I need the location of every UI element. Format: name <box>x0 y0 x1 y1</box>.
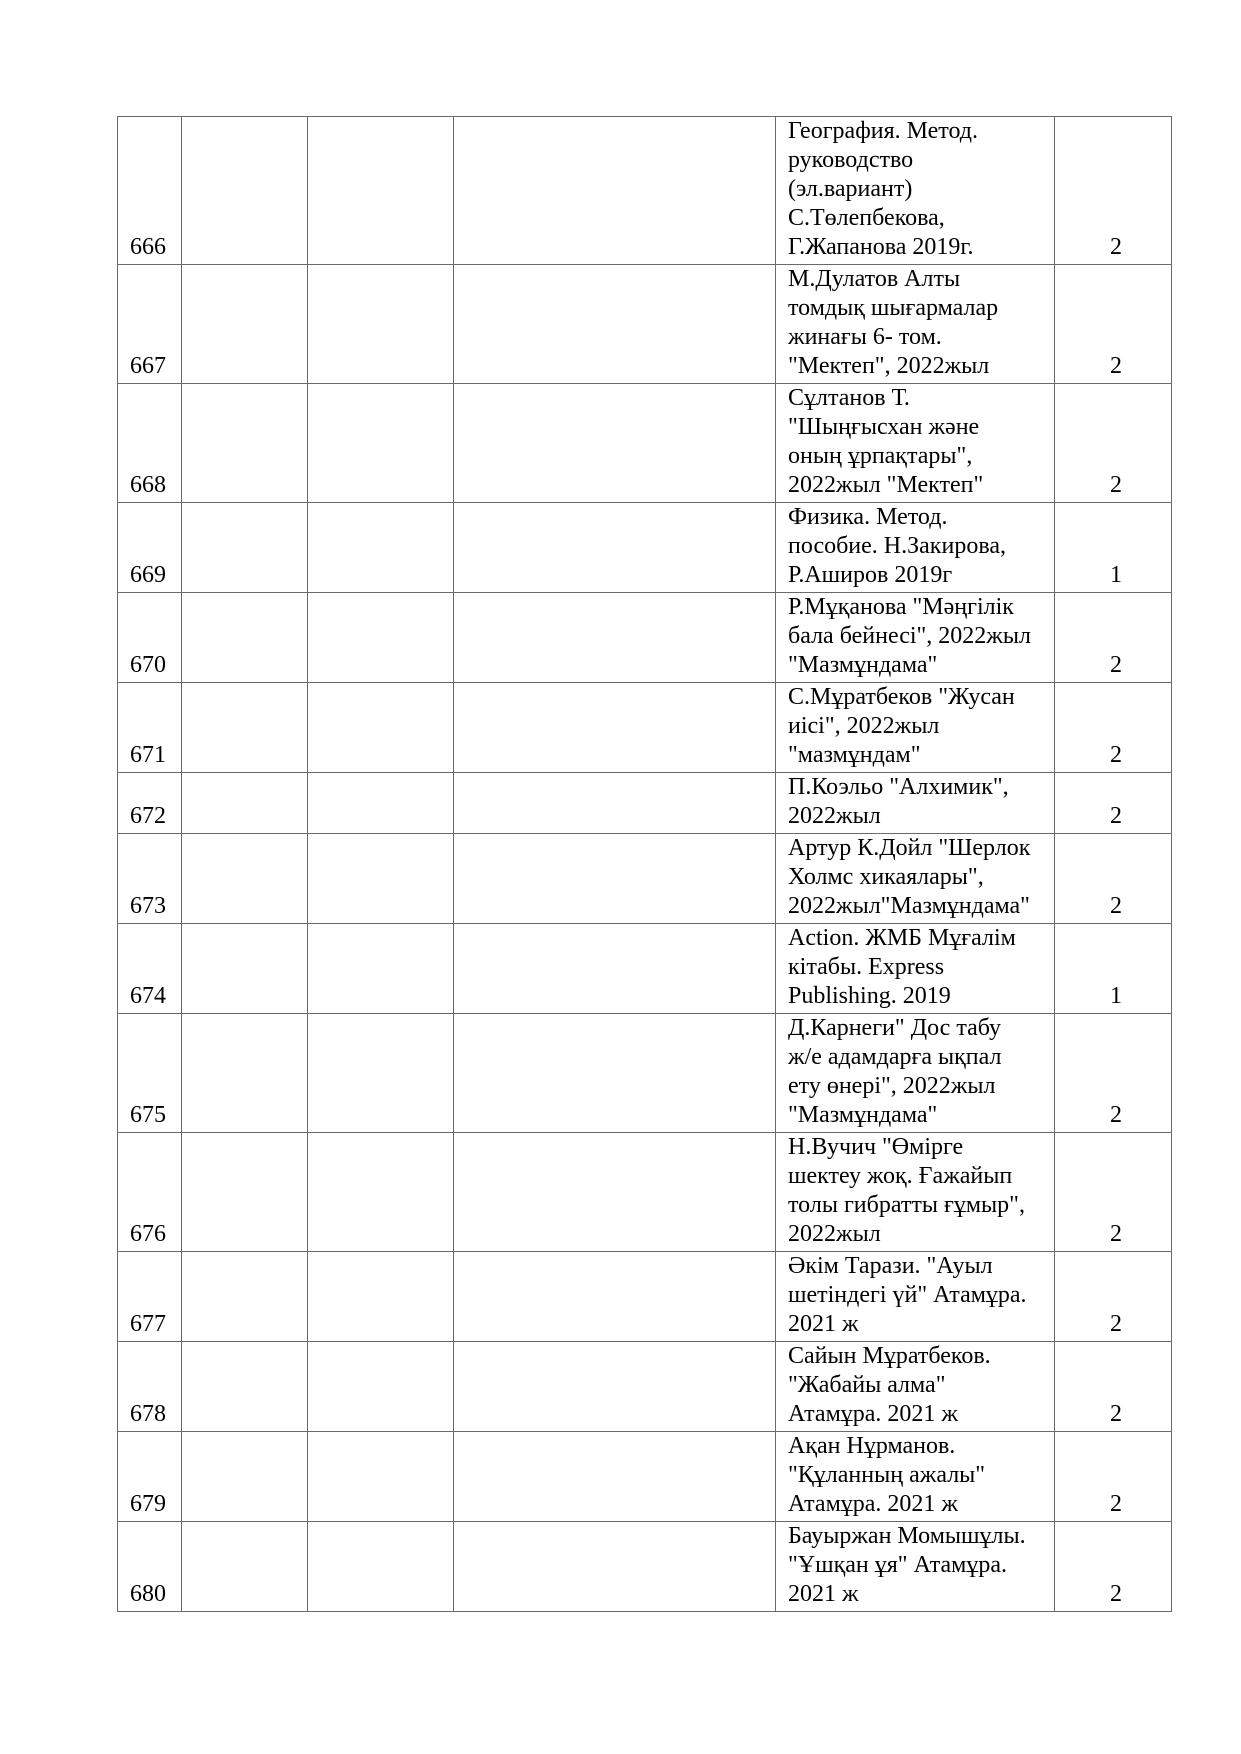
row-number-cell-text: 674 <box>130 983 166 1009</box>
row-number-cell <box>118 265 182 384</box>
empty-cell <box>454 503 776 593</box>
empty-cell <box>308 265 454 384</box>
quantity-cell <box>1055 1522 1172 1612</box>
quantity-cell <box>1055 265 1172 384</box>
empty-cell <box>454 1342 776 1432</box>
row-number-cell <box>118 1014 182 1133</box>
quantity-cell <box>1055 683 1172 773</box>
book-title-cell <box>776 265 1055 384</box>
quantity-cell-text: 1 <box>1110 983 1122 1009</box>
quantity-cell <box>1055 1432 1172 1522</box>
row-number-cell <box>118 683 182 773</box>
book-title-cell-text: Бауыржан Момышұлы. "Ұшқан ұя" Атамұра. 2021 ж <box>788 1523 1026 1607</box>
empty-cell <box>182 503 308 593</box>
empty-cell <box>182 384 308 503</box>
book-title-cell-text: Н.Вучич "Өмірге шектеу жоқ. Ғажайып толы гибратты ғұмыр", 2022жыл <box>788 1134 1025 1247</box>
quantity-cell-text: 2 <box>1110 1581 1122 1607</box>
book-title-cell-text: С.Мұратбеков "Жусан иісі", 2022жыл "мазмұндам" <box>788 684 1015 768</box>
book-title-cell <box>776 1522 1055 1612</box>
quantity-cell-text: 2 <box>1110 1401 1122 1427</box>
quantity-cell <box>1055 1014 1172 1133</box>
book-title-cell-text: Р.Мұқанова "Мәңгілік бала бейнесі", 2022жыл "Мазмұндама" <box>788 594 1031 678</box>
row-number-cell-text: 670 <box>130 652 166 678</box>
row-number-cell <box>118 773 182 834</box>
table-row <box>118 593 1172 683</box>
table-row <box>118 1522 1172 1612</box>
table-row <box>118 1133 1172 1252</box>
table-row <box>118 1432 1172 1522</box>
quantity-cell <box>1055 503 1172 593</box>
table-row <box>118 834 1172 924</box>
book-title-cell-text: География. Метод. руководство (эл.вариант) С.Төлепбекова, Г.Жапанова 2019г. <box>788 118 978 260</box>
empty-cell <box>454 1133 776 1252</box>
table-row <box>118 1252 1172 1342</box>
empty-cell <box>308 683 454 773</box>
empty-cell <box>182 773 308 834</box>
row-number-cell-text: 680 <box>130 1581 166 1607</box>
quantity-cell <box>1055 924 1172 1014</box>
empty-cell <box>182 683 308 773</box>
row-number-cell-text: 667 <box>130 353 166 379</box>
table-body <box>118 117 1172 1612</box>
empty-cell <box>182 834 308 924</box>
book-title-cell-text: Ақан Нұрманов. "Құланның ажалы" Атамұра. 2021 ж <box>788 1433 986 1517</box>
empty-cell <box>182 924 308 1014</box>
quantity-cell-text: 1 <box>1110 562 1122 588</box>
book-title-cell <box>776 683 1055 773</box>
empty-cell <box>308 1014 454 1133</box>
row-number-cell-text: 668 <box>130 472 166 498</box>
table-row <box>118 773 1172 834</box>
row-number-cell-text: 677 <box>130 1311 166 1337</box>
row-number-cell <box>118 1432 182 1522</box>
row-number-cell <box>118 384 182 503</box>
row-number-cell-text: 666 <box>130 234 166 260</box>
book-title-cell <box>776 1342 1055 1432</box>
quantity-cell <box>1055 834 1172 924</box>
quantity-cell-text: 2 <box>1110 1221 1122 1247</box>
book-title-cell-text: Сұлтанов Т. "Шыңғысхан және оның ұрпақтары", 2022жыл "Мектеп" <box>788 385 984 498</box>
quantity-cell-text: 2 <box>1110 353 1122 379</box>
empty-cell <box>308 384 454 503</box>
empty-cell <box>182 1342 308 1432</box>
empty-cell <box>454 593 776 683</box>
row-number-cell-text: 678 <box>130 1401 166 1427</box>
empty-cell <box>308 1522 454 1612</box>
row-number-cell-text: 669 <box>130 562 166 588</box>
quantity-cell-text: 2 <box>1110 1491 1122 1517</box>
book-title-cell <box>776 834 1055 924</box>
empty-cell <box>454 924 776 1014</box>
quantity-cell <box>1055 1133 1172 1252</box>
quantity-cell <box>1055 117 1172 265</box>
empty-cell <box>454 1014 776 1133</box>
table-row <box>118 683 1172 773</box>
empty-cell <box>182 1133 308 1252</box>
quantity-cell-text: 2 <box>1110 234 1122 260</box>
book-title-cell-text: П.Коэльо "Алхимик", 2022жыл <box>788 774 1009 829</box>
row-number-cell-text: 679 <box>130 1491 166 1517</box>
quantity-cell <box>1055 593 1172 683</box>
empty-cell <box>454 1432 776 1522</box>
row-number-cell <box>118 1522 182 1612</box>
book-title-cell <box>776 1432 1055 1522</box>
book-title-cell-text: Action. ЖМБ Мұғалім кітабы. Express Publishing. 2019 <box>788 925 1016 1009</box>
empty-cell <box>182 1522 308 1612</box>
book-title-cell <box>776 593 1055 683</box>
row-number-cell-text: 675 <box>130 1102 166 1128</box>
empty-cell <box>182 1432 308 1522</box>
empty-cell <box>308 1342 454 1432</box>
row-number-cell-text: 672 <box>130 803 166 829</box>
empty-cell <box>308 117 454 265</box>
empty-cell <box>308 593 454 683</box>
table-row <box>118 924 1172 1014</box>
empty-cell <box>182 1014 308 1133</box>
book-title-cell <box>776 384 1055 503</box>
table-row <box>118 503 1172 593</box>
empty-cell <box>308 924 454 1014</box>
empty-cell <box>182 265 308 384</box>
table-row <box>118 1014 1172 1133</box>
empty-cell <box>182 593 308 683</box>
empty-cell <box>182 117 308 265</box>
book-title-cell <box>776 773 1055 834</box>
quantity-cell <box>1055 773 1172 834</box>
book-title-cell <box>776 117 1055 265</box>
quantity-cell-text: 2 <box>1110 472 1122 498</box>
empty-cell <box>454 1522 776 1612</box>
book-title-cell <box>776 924 1055 1014</box>
quantity-cell-text: 2 <box>1110 1102 1122 1128</box>
book-list-table <box>117 116 1172 1612</box>
row-number-cell <box>118 117 182 265</box>
empty-cell <box>308 773 454 834</box>
quantity-cell-text: 2 <box>1110 803 1122 829</box>
row-number-cell <box>118 1133 182 1252</box>
quantity-cell-text: 2 <box>1110 652 1122 678</box>
table-row <box>118 384 1172 503</box>
empty-cell <box>308 1252 454 1342</box>
quantity-cell-text: 2 <box>1110 1311 1122 1337</box>
table-row <box>118 265 1172 384</box>
empty-cell <box>454 683 776 773</box>
empty-cell <box>308 1133 454 1252</box>
quantity-cell-text: 2 <box>1110 893 1122 919</box>
book-title-cell-text: М.Дулатов Алты томдық шығармалар жинағы 6- том. "Мектеп", 2022жыл <box>788 266 999 379</box>
book-title-cell-text: Сайын Мұратбеков. "Жабайы алма" Атамұра. 2021 ж <box>788 1343 991 1427</box>
empty-cell <box>308 834 454 924</box>
quantity-cell <box>1055 384 1172 503</box>
table-row <box>118 117 1172 265</box>
row-number-cell <box>118 924 182 1014</box>
book-title-cell <box>776 1252 1055 1342</box>
quantity-cell-text: 2 <box>1110 742 1122 768</box>
row-number-cell-text: 676 <box>130 1221 166 1247</box>
empty-cell <box>454 384 776 503</box>
empty-cell <box>454 117 776 265</box>
book-title-cell-text: Артур К.Дойл "Шерлок Холмс хикаялары", 2022жыл"Мазмұндама" <box>788 835 1031 919</box>
row-number-cell <box>118 503 182 593</box>
empty-cell <box>454 265 776 384</box>
book-title-cell-text: Әкім Тарази. "Ауыл шетіндегі үй" Атамұра. 2021 ж <box>788 1253 1027 1337</box>
empty-cell <box>182 1252 308 1342</box>
book-title-cell-text: Физика. Метод. пособие. Н.Закирова, Р.Аширов 2019г <box>788 504 1006 588</box>
row-number-cell <box>118 1252 182 1342</box>
row-number-cell-text: 673 <box>130 893 166 919</box>
book-title-cell <box>776 1014 1055 1133</box>
row-number-cell <box>118 593 182 683</box>
quantity-cell <box>1055 1252 1172 1342</box>
row-number-cell <box>118 1342 182 1432</box>
table-row <box>118 1342 1172 1432</box>
book-title-cell <box>776 503 1055 593</box>
quantity-cell <box>1055 1342 1172 1432</box>
book-title-cell-text: Д.Карнеги" Дос табу ж/е адамдарға ықпал ету өнері", 2022жыл "Мазмұндама" <box>788 1015 1002 1128</box>
book-title-cell <box>776 1133 1055 1252</box>
empty-cell <box>308 1432 454 1522</box>
row-number-cell-text: 671 <box>130 742 166 768</box>
empty-cell <box>454 834 776 924</box>
empty-cell <box>308 503 454 593</box>
empty-cell <box>454 1252 776 1342</box>
empty-cell <box>454 773 776 834</box>
row-number-cell <box>118 834 182 924</box>
